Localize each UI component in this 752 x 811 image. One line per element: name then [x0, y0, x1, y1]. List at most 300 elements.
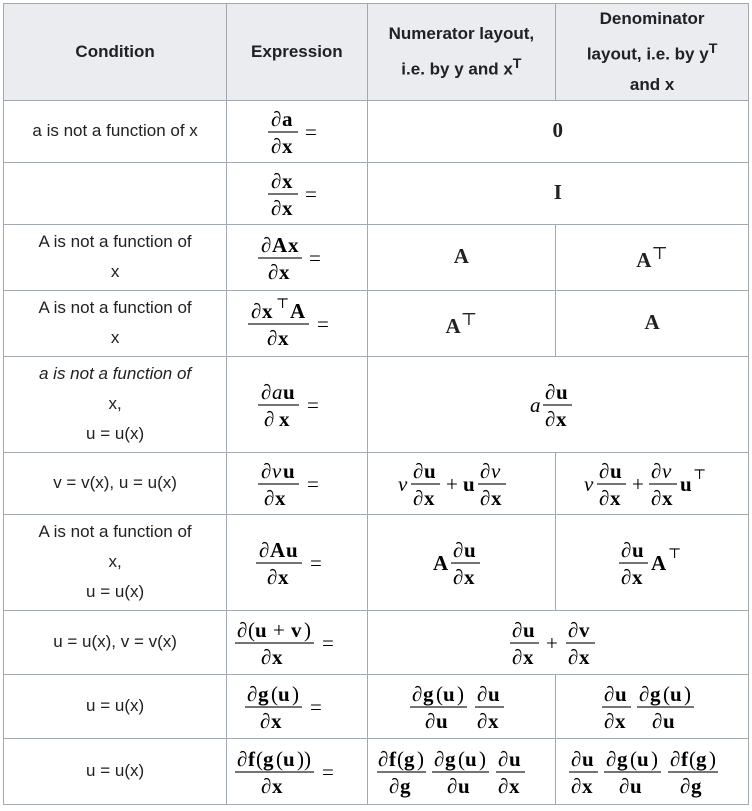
math-sym-v: v [398, 471, 408, 496]
math-sym-x: x [277, 564, 289, 589]
condition-cell [4, 514, 227, 610]
math-formula [409, 681, 514, 733]
table-row [4, 162, 749, 224]
math-partial: ∂ [270, 195, 282, 220]
math-formula [445, 308, 478, 338]
denominator-cell [556, 224, 749, 290]
header-condition-label: Condition [75, 41, 155, 61]
math-equals: = [322, 759, 335, 784]
math-formula [508, 617, 608, 669]
math-svg [267, 104, 327, 159]
math-sym-g: g [691, 773, 702, 798]
condition-line3: u = u(x) [86, 582, 145, 602]
math-formula [267, 168, 327, 220]
condition-cell [4, 738, 227, 804]
math-partial: ∂ [258, 537, 270, 562]
math-sym-u: u [522, 617, 535, 642]
condition-line1: a is not a function of [39, 364, 192, 384]
math-sym-v: v [578, 617, 590, 642]
expression-cell [227, 100, 367, 162]
condition-text: u = u(x) [86, 696, 145, 716]
header-numerator-line1: Numerator layout, [388, 24, 535, 43]
math-plus: + [545, 630, 558, 655]
math-partial: ∂ [270, 168, 282, 193]
math-sym-x: x [582, 773, 593, 798]
math-partial: ∂ [453, 537, 464, 562]
math-svg [244, 679, 349, 734]
condition-cell [4, 290, 227, 356]
math-sym-u: u [435, 708, 448, 733]
math-formula [255, 537, 339, 589]
math-svg [567, 744, 737, 799]
math-partial: ∂ [480, 458, 491, 483]
math-partial: ∂ [599, 485, 610, 510]
math-formula [396, 458, 526, 510]
math-rparen: ) [417, 746, 425, 771]
math-lparen: ( [458, 746, 466, 771]
math-equals: = [306, 471, 319, 496]
math-sym-u: u [282, 379, 295, 404]
numerator-cell [367, 290, 556, 356]
math-sym-x: x [281, 133, 293, 158]
math-sym-u: u [463, 471, 476, 496]
math-partial: ∂ [260, 232, 272, 257]
math-partial: ∂ [270, 106, 282, 131]
header-numerator-line2: i.e. by y and x [401, 59, 513, 79]
math-partial: ∂ [619, 773, 630, 798]
condition-cell [4, 610, 227, 674]
math-lparen: ( [662, 681, 670, 706]
math-formula [617, 537, 687, 589]
math-partial: ∂ [599, 458, 610, 483]
math-svg [255, 535, 339, 590]
math-formula [567, 746, 737, 798]
math-partial: ∂ [544, 406, 556, 431]
expression-cell [227, 738, 367, 804]
math-equals: = [304, 119, 317, 144]
math-partial: ∂ [680, 773, 691, 798]
expression-cell [227, 290, 367, 356]
expression-cell [227, 674, 367, 738]
math-formula [528, 379, 588, 431]
result-cell [367, 162, 748, 224]
math-sym-u: u [680, 471, 692, 496]
math-sym-v: v [491, 458, 501, 483]
math-partial: ∂ [567, 617, 579, 642]
math-partial: ∂ [544, 379, 556, 404]
math-sym-A: A [644, 310, 660, 335]
denominator-cell [556, 514, 749, 610]
math-sym-u: u [442, 681, 455, 706]
math-sym-x: x [281, 168, 293, 193]
table-row [4, 738, 749, 804]
table-row [4, 356, 749, 452]
math-svg [396, 456, 526, 511]
math-svg [617, 535, 687, 590]
math-sym-f: f [389, 746, 397, 771]
result-cell [367, 356, 748, 452]
math-svg [247, 296, 347, 351]
expression-cell [227, 356, 367, 452]
math-sym-g: g [617, 746, 628, 771]
condition-cell [4, 452, 227, 514]
math-equals: = [322, 630, 335, 655]
math-partial: ∂ [476, 681, 488, 706]
condition-text: a is not a function of x [32, 121, 198, 141]
result-cell [367, 100, 748, 162]
math-sym-u: u [632, 537, 644, 562]
denominator-cell [556, 452, 749, 514]
math-sym-x: x [287, 232, 299, 257]
math-sym-x: x [578, 644, 590, 669]
condition-cell [4, 100, 227, 162]
math-sym-g: g [263, 746, 274, 771]
math-partial: ∂ [424, 708, 436, 733]
math-rparen: ) [304, 617, 312, 642]
math-lparen: ( [435, 681, 443, 706]
condition-line2: x, [108, 394, 122, 414]
math-partial: ∂ [389, 773, 400, 798]
math-lparen: ( [276, 746, 284, 771]
condition-line1: A is not a function of [38, 232, 192, 252]
math-sym-x: x [522, 644, 534, 669]
math-sym-x: x [424, 485, 435, 510]
math-zero: 0 [552, 118, 564, 143]
math-transpose: ⊤ [275, 296, 290, 312]
math-partial: ∂ [621, 537, 632, 562]
math-partial: ∂ [263, 406, 275, 431]
math-sym-u: u [465, 746, 478, 771]
denominator-cell [556, 738, 749, 804]
math-partial: ∂ [603, 681, 614, 706]
math-partial: ∂ [270, 133, 282, 158]
math-sym-g: g [696, 746, 707, 771]
math-sym-x: x [277, 325, 289, 350]
numerator-cell [367, 514, 556, 610]
math-sym-v: v [291, 617, 302, 642]
math-formula [600, 681, 705, 733]
math-sym-x: x [487, 708, 499, 733]
math-formula [234, 746, 359, 798]
math-sym-g: g [445, 746, 456, 771]
result-cell [367, 610, 748, 674]
derivative-identities-table [3, 3, 749, 805]
math-partial: ∂ [247, 681, 258, 706]
math-sym-x: x [610, 485, 621, 510]
math-sym-x: x [491, 485, 502, 510]
math-rparen: ) [456, 681, 464, 706]
math-sym-v: v [662, 458, 672, 483]
math-sym-a: a [529, 392, 541, 417]
math-transpose: ⊤ [693, 467, 707, 483]
math-formula [244, 681, 349, 733]
math-plus: + [632, 471, 644, 496]
math-sym-u: u [610, 458, 622, 483]
math-equals: = [308, 245, 321, 270]
math-sym-u: u [637, 746, 649, 771]
math-partial: ∂ [511, 617, 523, 642]
math-partial: ∂ [638, 681, 649, 706]
numerator-cell [367, 452, 556, 514]
math-rparen: ) [292, 681, 300, 706]
math-svg [582, 456, 722, 511]
math-sym-a: a [271, 379, 283, 404]
math-equals: = [310, 694, 323, 719]
math-svg [376, 744, 546, 799]
expression-cell [227, 162, 367, 224]
math-svg [508, 615, 608, 670]
math-partial: ∂ [453, 564, 464, 589]
expression-cell [227, 610, 367, 674]
condition-text: u = u(x), v = v(x) [53, 632, 177, 652]
math-partial: ∂ [378, 746, 389, 771]
condition-line2: x [110, 328, 120, 348]
math-sym-u: u [487, 681, 500, 706]
math-sym-x: x [278, 259, 290, 284]
math-sym-u: u [255, 617, 268, 642]
math-partial: ∂ [511, 644, 523, 669]
condition-text: v = v(x), u = u(x) [53, 473, 177, 493]
header-expression [227, 4, 367, 101]
math-rparen: ) [297, 746, 305, 771]
math-equals: = [316, 311, 329, 336]
condition-line2: x [110, 262, 120, 282]
math-sym-u: u [285, 537, 298, 562]
math-formula [582, 458, 722, 510]
table-row [4, 452, 749, 514]
table-row [4, 290, 749, 356]
math-sym-u: u [669, 681, 682, 706]
math-partial: ∂ [263, 485, 275, 510]
header-denominator-line2: layout, i.e. by y [586, 44, 709, 64]
math-sym-u: u [282, 458, 295, 483]
math-partial: ∂ [621, 564, 632, 589]
numerator-cell [367, 738, 556, 804]
condition-text: u = u(x) [86, 761, 145, 781]
math-equals: = [309, 550, 322, 575]
math-formula [257, 379, 337, 431]
math-partial: ∂ [267, 259, 279, 284]
condition-cell [4, 224, 227, 290]
math-sym-v: v [584, 471, 594, 496]
math-lparen: ( [689, 746, 697, 771]
math-partial: ∂ [411, 681, 423, 706]
header-expression-label: Expression [251, 41, 343, 61]
math-partial: ∂ [651, 485, 662, 510]
math-partial: ∂ [266, 325, 278, 350]
math-sym-x: x [555, 406, 567, 431]
math-partial: ∂ [606, 746, 617, 771]
math-formula [636, 242, 668, 272]
math-svg [257, 230, 337, 285]
math-partial: ∂ [571, 746, 582, 771]
math-sym-x: x [509, 773, 520, 798]
math-lparen: ( [271, 681, 279, 706]
math-svg [600, 679, 705, 734]
math-sym-A: A [453, 244, 469, 269]
math-lparen: ( [397, 746, 405, 771]
math-sym-x: x [278, 406, 290, 431]
math-partial: ∂ [237, 746, 248, 771]
header-denominator-line3: and x [629, 74, 675, 94]
math-equals: = [306, 392, 319, 417]
header-denominator-layout [556, 4, 749, 101]
math-partial: ∂ [260, 379, 272, 404]
math-sym-x: x [464, 564, 475, 589]
math-partial: ∂ [413, 458, 424, 483]
math-svg [234, 744, 359, 799]
math-partial: ∂ [434, 746, 445, 771]
math-formula [431, 537, 491, 589]
math-partial: ∂ [567, 644, 579, 669]
math-svg [257, 456, 337, 511]
header-row [4, 4, 749, 101]
math-partial: ∂ [266, 564, 278, 589]
condition-line1: A is not a function of [38, 298, 192, 318]
math-rparen: ) [683, 681, 691, 706]
math-sym-v: v [271, 458, 282, 483]
math-formula [376, 746, 546, 798]
math-formula [267, 106, 327, 158]
math-sym-u: u [614, 681, 627, 706]
math-rparen: ) [709, 746, 717, 771]
condition-line2: x, [108, 552, 122, 572]
math-sym-A: A [445, 313, 461, 338]
math-partial: ∂ [250, 298, 262, 323]
numerator-cell [367, 224, 556, 290]
numerator-cell [367, 674, 556, 738]
math-sym-A: A [289, 298, 306, 323]
math-rparen: ) [479, 746, 487, 771]
math-formula [257, 458, 337, 510]
denominator-cell [556, 674, 749, 738]
math-rparen: ) [651, 746, 659, 771]
math-partial: ∂ [476, 708, 488, 733]
math-sym-A: A [651, 550, 667, 575]
math-partial: ∂ [480, 485, 491, 510]
math-sym-a: a [281, 106, 293, 131]
math-transpose: ⊤ [460, 308, 478, 329]
math-sym-x: x [632, 564, 643, 589]
math-svg [234, 615, 359, 670]
math-sym-u: u [630, 773, 642, 798]
math-sym-u: u [278, 681, 291, 706]
math-equals: = [304, 181, 317, 206]
math-svg [409, 679, 514, 734]
math-plus: + [273, 617, 286, 642]
table-row [4, 224, 749, 290]
math-svg [267, 166, 327, 221]
math-sym-x: x [281, 195, 293, 220]
math-sym-g: g [649, 681, 661, 706]
condition-line1: A is not a function of [38, 522, 192, 542]
math-lparen: ( [248, 617, 256, 642]
math-partial: ∂ [260, 708, 271, 733]
header-denominator-sup: T [708, 41, 718, 57]
math-partial: ∂ [571, 773, 582, 798]
math-plus: + [446, 471, 459, 496]
header-numerator-layout [367, 4, 556, 101]
header-condition [4, 4, 227, 101]
math-formula [257, 232, 337, 284]
denominator-cell [556, 290, 749, 356]
math-sym-A: A [433, 550, 449, 575]
math-sym-g: g [404, 746, 415, 771]
table-row [4, 610, 749, 674]
expression-cell [227, 224, 367, 290]
math-sym-u: u [283, 746, 296, 771]
table-row [4, 100, 749, 162]
math-svg [528, 377, 588, 432]
math-sym-u: u [582, 746, 594, 771]
math-sym-x: x [662, 485, 673, 510]
math-sym-g: g [422, 681, 434, 706]
math-lparen: ( [256, 746, 264, 771]
math-sym-u: u [458, 773, 471, 798]
math-sym-x: x [272, 644, 283, 669]
math-sym-A: A [271, 232, 288, 257]
math-sym-u: u [555, 379, 568, 404]
condition-cell [4, 356, 227, 452]
header-numerator-sup: T [512, 56, 522, 72]
math-partial: ∂ [413, 485, 424, 510]
header-denominator-line1: Denominator [599, 9, 705, 28]
math-partial: ∂ [260, 458, 272, 483]
math-sym-A: A [269, 537, 286, 562]
math-sym-A: A [636, 247, 652, 272]
math-sym-u: u [464, 537, 477, 562]
math-partial: ∂ [237, 617, 248, 642]
math-svg [257, 377, 337, 432]
math-formula [247, 296, 347, 350]
math-sym-g: g [258, 681, 269, 706]
table-row [4, 514, 749, 610]
math-svg [431, 535, 491, 590]
math-partial: ∂ [651, 458, 662, 483]
math-sym-f: f [681, 746, 689, 771]
math-sym-u: u [424, 458, 437, 483]
math-formula [234, 617, 359, 669]
condition-cell [4, 162, 227, 224]
math-sym-x: x [271, 708, 282, 733]
math-sym-x: x [274, 485, 286, 510]
math-transpose: ⊤ [668, 546, 682, 562]
math-partial: ∂ [447, 773, 458, 798]
math-lparen: ( [630, 746, 638, 771]
table-row [4, 674, 749, 738]
math-partial: ∂ [603, 708, 614, 733]
math-partial: ∂ [261, 644, 272, 669]
math-rparen: ) [304, 746, 312, 771]
math-sym-x: x [261, 298, 273, 323]
math-partial: ∂ [498, 746, 509, 771]
condition-cell [4, 674, 227, 738]
condition-line3: u = u(x) [86, 424, 145, 444]
math-sym-x: x [614, 708, 626, 733]
math-partial: ∂ [670, 746, 681, 771]
math-sym-g: g [400, 773, 411, 798]
math-partial: ∂ [261, 773, 272, 798]
expression-cell [227, 514, 367, 610]
math-sym-u: u [662, 708, 675, 733]
math-partial: ∂ [498, 773, 509, 798]
math-sym-f: f [248, 746, 256, 771]
math-transpose: ⊤ [651, 242, 668, 263]
math-partial: ∂ [651, 708, 662, 733]
math-identity: I [553, 180, 562, 205]
math-sym-u: u [509, 746, 522, 771]
math-sym-x: x [272, 773, 283, 798]
